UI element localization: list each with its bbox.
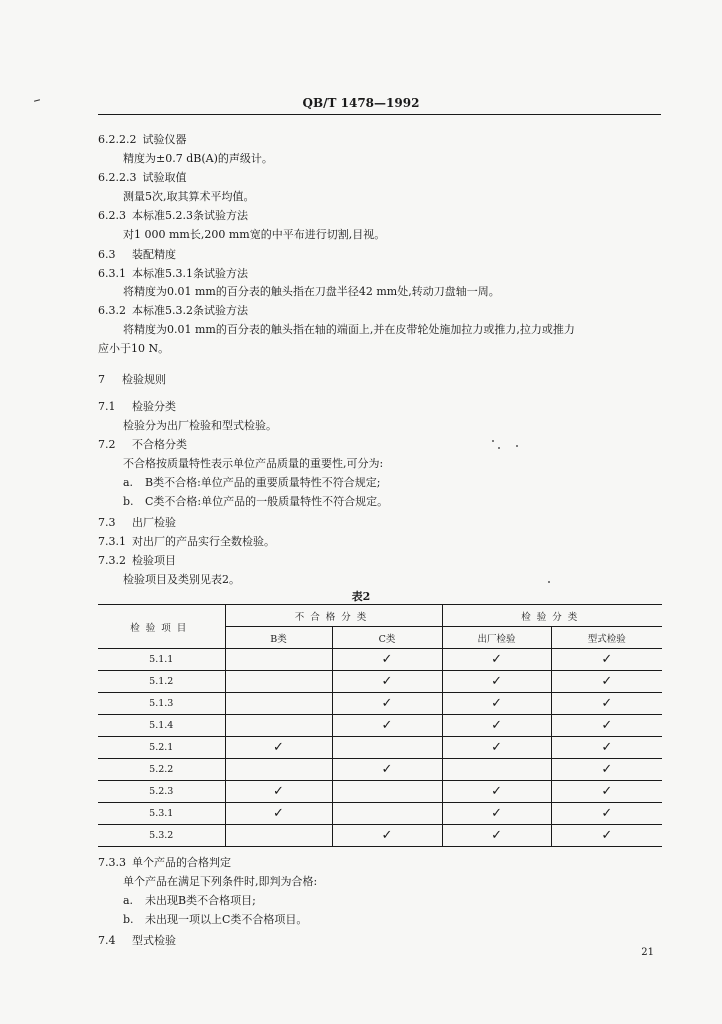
table-cell-b <box>225 737 332 759</box>
table-cell-factory <box>442 715 551 737</box>
table-row <box>98 759 662 781</box>
table-cell-c <box>332 825 442 847</box>
header-rule <box>98 114 661 115</box>
paragraph: 精度为±0.7 dB(A)的声级计。 <box>123 152 273 165</box>
table-cell-b <box>225 803 332 825</box>
check-mark-icon: ✓ <box>273 806 284 821</box>
table-cell-item: 5.1.4 <box>98 715 225 737</box>
table-cell-type <box>551 649 662 671</box>
check-mark-icon: ✓ <box>601 762 613 777</box>
table-cell-c <box>332 671 442 693</box>
table-cell-b <box>225 649 332 671</box>
inspection-table <box>98 604 662 847</box>
check-mark-icon: ✓ <box>381 718 393 733</box>
check-mark-icon: ✓ <box>491 674 502 689</box>
table-row <box>98 803 662 825</box>
table-cell-type <box>551 803 662 825</box>
check-mark-icon: ✓ <box>491 740 502 755</box>
scan-speck <box>516 445 518 447</box>
scan-speck <box>498 447 500 449</box>
section-7-2: 7.2 不合格分类 <box>98 438 187 451</box>
page-header-title: QB/T 1478—1992 <box>302 96 420 110</box>
check-mark-icon: ✓ <box>601 696 613 711</box>
paragraph: 检验项目及类别见表2。 <box>123 573 240 586</box>
check-mark-icon: ✓ <box>381 674 393 689</box>
section-7-1: 7.1 检验分类 <box>98 400 176 413</box>
table-cell-factory <box>442 671 551 693</box>
table-cell-b <box>225 671 332 693</box>
check-mark-icon: ✓ <box>491 784 502 799</box>
section-6-2-2-3: 6.2.2.3 试验取值 <box>98 171 187 184</box>
table-cell-type <box>551 737 662 759</box>
list-item-a: a. B类不合格:单位产品的重要质量特性不符合规定; <box>123 476 381 489</box>
check-mark-icon: ✓ <box>381 652 393 667</box>
table-cell-factory <box>442 825 551 847</box>
check-mark-icon: ✓ <box>381 828 393 843</box>
paragraph: 检验分为出厂检验和型式检验。 <box>123 419 277 432</box>
list-item-a: a. 未出现B类不合格项目; <box>123 894 256 907</box>
section-7-3-2: 7.3.2 检验项目 <box>98 554 176 567</box>
table-row <box>98 693 662 715</box>
paragraph: 单个产品在满足下列条件时,即判为合格: <box>123 875 318 888</box>
check-mark-icon: ✓ <box>273 740 284 755</box>
table-cell-c <box>332 737 442 759</box>
table-row <box>98 715 662 737</box>
table-cell-c <box>332 781 442 803</box>
table-cell-c <box>332 715 442 737</box>
table-cell-type <box>551 671 662 693</box>
table-header-b-class: B类 <box>225 627 332 649</box>
table-header-factory: 出厂检验 <box>442 627 551 649</box>
check-mark-icon: ✓ <box>601 806 613 821</box>
table-caption: 表2 <box>351 590 371 603</box>
check-mark-icon: ✓ <box>491 652 502 667</box>
check-mark-icon: ✓ <box>601 718 613 733</box>
table-header-c-class: C类 <box>332 627 442 649</box>
table-cell-item: 5.2.2 <box>98 759 225 781</box>
table-row <box>98 825 662 847</box>
check-mark-icon: ✓ <box>491 806 502 821</box>
check-mark-icon: ✓ <box>601 674 613 689</box>
check-mark-icon: ✓ <box>273 784 284 799</box>
page-number: 21 <box>641 947 654 958</box>
table-cell-b <box>225 693 332 715</box>
check-mark-icon: ✓ <box>491 696 502 711</box>
table-cell-factory <box>442 693 551 715</box>
section-7-4: 7.4 型式检验 <box>98 934 176 947</box>
list-item-b: b. 未出现一项以上C类不合格项目。 <box>123 913 308 926</box>
section-6-2-3: 6.2.3 本标准5.2.3条试验方法 <box>98 209 248 222</box>
section-6-3-1: 6.3.1 本标准5.3.1条试验方法 <box>98 267 248 280</box>
table-cell-type <box>551 715 662 737</box>
table-cell-type <box>551 781 662 803</box>
check-mark-icon: ✓ <box>491 828 502 843</box>
table-row <box>98 781 662 803</box>
paragraph: 不合格按质量特性表示单位产品质量的重要性,可分为: <box>123 457 384 470</box>
table-cell-item: 5.1.2 <box>98 671 225 693</box>
paragraph: 应小于10 N。 <box>98 342 170 355</box>
table-header-defect-group: 不合格分类 <box>225 605 442 627</box>
check-mark-icon: ✓ <box>601 828 613 843</box>
table-cell-c <box>332 759 442 781</box>
section-6-2-2-2: 6.2.2.2 试验仪器 <box>98 133 187 146</box>
table-header-inspection-group: 检验分类 <box>442 605 662 627</box>
scan-speck <box>492 440 494 442</box>
check-mark-icon: ✓ <box>601 740 613 755</box>
paragraph: 将精度为0.01 mm的百分表的触头指在刀盘半径42 mm处,转动刀盘轴一周。 <box>123 285 500 298</box>
table-cell-factory <box>442 737 551 759</box>
table-cell-type <box>551 825 662 847</box>
paragraph: 测量5次,取其算术平均值。 <box>123 190 255 203</box>
table-cell-factory <box>442 803 551 825</box>
table-cell-c <box>332 693 442 715</box>
table-cell-type <box>551 759 662 781</box>
table-cell-c <box>332 803 442 825</box>
table-cell-item: 5.1.3 <box>98 693 225 715</box>
table-cell-item: 5.3.2 <box>98 825 225 847</box>
table-row <box>98 649 662 671</box>
check-mark-icon: ✓ <box>381 762 393 777</box>
scan-speck <box>548 581 550 583</box>
section-7-3-3: 7.3.3 单个产品的合格判定 <box>98 856 231 869</box>
section-7-3: 7.3 出厂检验 <box>98 516 176 529</box>
table-cell-type <box>551 693 662 715</box>
table-cell-b <box>225 715 332 737</box>
section-6-3-2: 6.3.2 本标准5.3.2条试验方法 <box>98 304 248 317</box>
table-header-item: 检验项目 <box>98 605 225 649</box>
table-cell-factory <box>442 781 551 803</box>
check-mark-icon: ✓ <box>491 718 502 733</box>
table-header-type: 型式检验 <box>551 627 662 649</box>
section-6-3: 6.3 装配精度 <box>98 248 176 261</box>
check-mark-icon: ✓ <box>601 784 613 799</box>
table-cell-factory <box>442 649 551 671</box>
table-row <box>98 671 662 693</box>
table-cell-factory <box>442 759 551 781</box>
check-mark-icon: ✓ <box>601 652 613 667</box>
paragraph: 对1 000 mm长,200 mm宽的中平布进行切割,目视。 <box>123 228 386 241</box>
table-cell-item: 5.3.1 <box>98 803 225 825</box>
section-7: 7 检验规则 <box>98 373 166 386</box>
table-cell-item: 5.1.1 <box>98 649 225 671</box>
table-cell-item: 5.2.3 <box>98 781 225 803</box>
table-cell-b <box>225 759 332 781</box>
table-cell-b <box>225 781 332 803</box>
paragraph: 将精度为0.01 mm的百分表的触头指在轴的端面上,并在皮带轮处施加拉力或推力,拉力或推力 <box>123 323 575 336</box>
list-item-b: b. C类不合格:单位产品的一般质量特性不符合规定。 <box>123 495 389 508</box>
check-mark-icon: ✓ <box>381 696 393 711</box>
section-7-3-1: 7.3.1 对出厂的产品实行全数检验。 <box>98 535 275 548</box>
table-cell-c <box>332 649 442 671</box>
table-row <box>98 737 662 759</box>
table-cell-b <box>225 825 332 847</box>
table-cell-item: 5.2.1 <box>98 737 225 759</box>
